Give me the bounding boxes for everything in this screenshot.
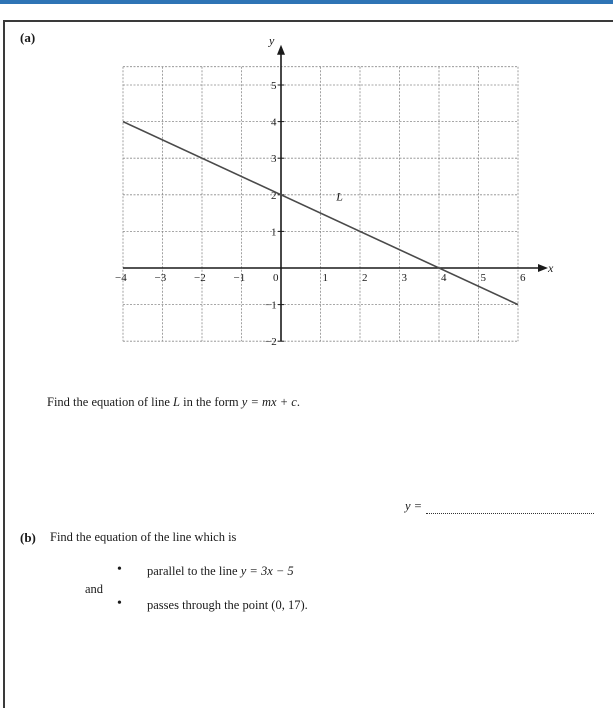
x-tick-label: 3 xyxy=(401,272,407,284)
x-tick-label: 0 xyxy=(273,272,279,284)
y-axis-label: y xyxy=(269,33,275,48)
part-a-line-name: L xyxy=(173,395,180,409)
y-tick-label: 4 xyxy=(271,116,277,129)
connector-and: and xyxy=(85,582,104,596)
answer-input-line[interactable] xyxy=(426,512,594,514)
x-tick-label: 1 xyxy=(322,272,328,284)
y-axis-arrow-icon xyxy=(277,45,285,55)
part-a-form: y = mx + c xyxy=(241,395,297,409)
x-tick-label: −2 xyxy=(194,272,206,284)
x-axis-arrow-icon xyxy=(538,264,548,272)
x-tick-label: −1 xyxy=(233,272,246,284)
x-tick-label: 2 xyxy=(362,272,368,284)
x-tick-label: −4 xyxy=(115,272,127,284)
x-tick-label: −3 xyxy=(154,272,167,284)
answer-row xyxy=(405,499,594,514)
bullet-dot: • xyxy=(117,596,122,611)
x-tick-label: 4 xyxy=(441,272,447,284)
part-b-question: Find the equation of the line which is xyxy=(50,530,237,544)
x-tick-label: 5 xyxy=(480,272,486,284)
part-a-label: (a) xyxy=(20,30,36,45)
y-tick-label: −2 xyxy=(265,336,277,349)
x-tick-label: 6 xyxy=(520,272,526,284)
line-L-label: L xyxy=(336,189,343,204)
bullet-dot: • xyxy=(117,562,122,577)
part-a-question xyxy=(47,395,300,410)
part-b-label: (b) xyxy=(20,530,36,545)
part-a-text-mid: in the form xyxy=(183,395,239,409)
part-a-text: Find the equation of line xyxy=(47,395,170,409)
bullet-2-text: passes through the point (0, 17). xyxy=(147,598,308,612)
bullet-1-text xyxy=(147,564,294,579)
x-axis-label: x xyxy=(548,261,554,275)
y-tick-label: 1 xyxy=(271,226,277,239)
y-tick-label: 2 xyxy=(271,189,277,202)
y-tick-label: 5 xyxy=(271,80,277,92)
bullet-1-equation: y = 3x − 5 xyxy=(240,564,294,578)
part-a-end: . xyxy=(296,395,300,409)
y-tick-label: 3 xyxy=(271,153,277,166)
y-tick-label: −1 xyxy=(265,299,277,312)
answer-prefix: y = xyxy=(405,499,423,513)
bullet-1-label: parallel to the line xyxy=(147,564,238,578)
